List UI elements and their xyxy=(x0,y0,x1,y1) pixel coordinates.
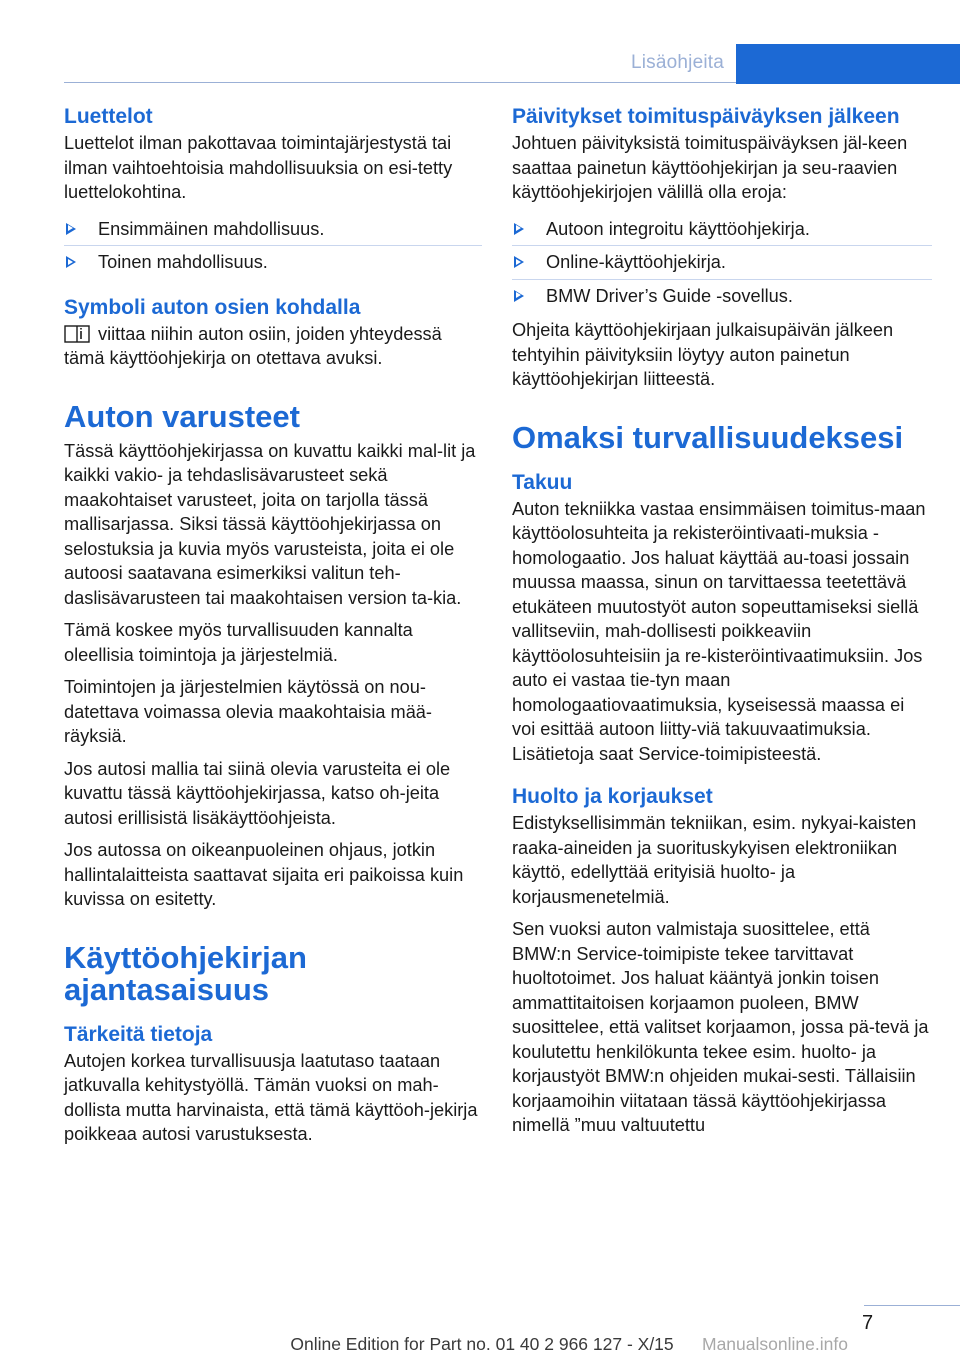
triangle-bullet-icon xyxy=(66,256,76,268)
heading-symboli: Symboli auton osien kohdalla xyxy=(64,295,361,319)
paragraph: viittaa niihin auton osiin, joiden yhteydessä tämä käyttöohjekirja on otettava avuksi. xyxy=(64,323,442,368)
triangle-bullet-icon xyxy=(514,290,524,302)
paragraph: Sen vuoksi auton valmistaja suosittelee, että BMW:n Service-toimipiste tekee tarvittavat huoltotoimet. Jos haluat kääntyä jonkin toisen ammattitaitoisen korjaamon puoleen, BMW suosittelee, että valitset korjaamon, jossa pä-tevä ja koulutettu henkilökunta tekee esim. huolto- ja korjaustyöt BMW:n ohjeiden mukai-sesti. Tällaisiin korjaamoihin viitataan tässä käyttöohjekirjassa nimellä ”muu valtuutettu xyxy=(512,919,929,1135)
list-item: Online-käyttöohjekirja. xyxy=(512,246,932,280)
edition-footer: Online Edition for Part no. 01 40 2 966 127 - X/15 xyxy=(290,1334,674,1354)
title-omaksi-turvallisuudeksesi: Omaksi turvallisuudeksesi xyxy=(512,419,904,455)
paragraph: Edistyksellisimmän tekniikan, esim. nykyai-kaisten raaka-aineiden ja suorituskykyisen elektroniikan käyttö, edellyttää erityisiä huolto- ja korjausmenetelmiä. xyxy=(512,813,917,907)
header-rule xyxy=(64,82,736,83)
list-item: Toinen mahdollisuus. xyxy=(64,246,482,279)
title-ajantasaisuus: Käyttöohjekirjan ajantasaisuus xyxy=(64,939,307,1007)
paragraph: Auton tekniikka vastaa ensimmäisen toimitus-maan käyttöolosuhteita ja rekisteröintivaati-muksia - homologaatio. Jos haluat käyttää au-toasi jossain muussa maassa, sinun on tarvittaessa teetettävä etukäteen muutostyöt auton sopeuttamiseksi siellä vallitseviin, mah-dollisesti poikkeaviin käyttöolosuhteisiin ja re-kisteröintivaatimuksiin. Jos auto ei vastaa tie-tyn maan homologaatiovaatimuksia, kyseisessä maassa ei voi esittää autoon liitty-viä takuuvaatimuksia. Lisätietoja saat Service-toimipisteestä. xyxy=(512,498,926,764)
watermark: Manualsonline.info xyxy=(702,1334,848,1354)
right-column xyxy=(512,104,932,1146)
bullet-list xyxy=(64,213,482,279)
left-column xyxy=(64,104,482,1155)
triangle-bullet-icon xyxy=(66,223,76,235)
heading-luettelot: Luettelot xyxy=(64,105,153,128)
paragraph: Autojen korkea turvallisuusja laatutaso taataan jatkuvalla kehitystyöllä. Tämän vuoksi on mah-dollista mutta harvinaista, että tämä käyttöoh-jekirja poikkeaa autosi varustuksesta. xyxy=(64,1050,478,1144)
footer-rule xyxy=(864,1305,960,1306)
header-bar xyxy=(0,22,960,73)
list-item: BMW Driver’s Guide -sovellus. xyxy=(512,280,932,313)
triangle-bullet-icon xyxy=(514,223,524,235)
paragraph: Jos autosi mallia tai siinä olevia varusteita ei ole kuvattu tässä käyttöohjekirjassa, katso oh-jeita autosi erillisistä lisäkäyttöohjeista. xyxy=(64,758,451,828)
paragraph: Jos autossa on oikeanpuoleinen ohjaus, jotkin hallintalaitteista saattavat sijaita eri paikoissa kuin kuvissa on esitetty. xyxy=(64,840,464,909)
section-title: Lisäohjeita xyxy=(630,52,724,73)
bullet-list xyxy=(512,213,932,313)
heading-tarkeita-tietoja: Tärkeitä tietoja xyxy=(64,1022,213,1046)
title-auton-varusteet: Auton varusteet xyxy=(64,398,300,434)
paragraph: Johtuen päivityksistä toimituspäiväyksen jäl-keen saattaa painetun käyttöohjekirjan ja seu-raavien käyttöohjekirjojen välillä olla eroja: xyxy=(512,133,908,202)
list-item: Autoon integroitu käyttöohjekirja. xyxy=(512,213,932,247)
page-number: 7 xyxy=(862,1312,874,1334)
heading-takuu: Takuu xyxy=(512,470,573,494)
list-item: Ensimmäinen mahdollisuus. xyxy=(64,213,482,247)
paragraph: Toimintojen ja järjestelmien käytössä on nou-datettava voimassa olevia maakohtaisia mää-räyksiä. xyxy=(64,677,432,746)
paragraph: Tämä koskee myös turvallisuuden kannalta oleellisia toimintoja ja järjestelmiä. xyxy=(64,620,413,665)
heading-huolto: Huolto ja korjaukset xyxy=(512,785,713,808)
book-icon xyxy=(64,325,90,343)
paragraph: Tässä käyttöohjekirjassa on kuvattu kaikki mal-lit ja kaikki vakio- ja tehdaslisävarusteet sekä maakohtaiset varusteet, joita on tarjolla tässä mallisarjassa. Siksi tässä käyttöohjekirjassa on selostuksia ja kuvia myös varusteista, joita ei ole autoosi saatavana esimerkiksi valitun teh-daslisävarusteen tai maakohtaisen version ta-kia. xyxy=(64,440,476,608)
paragraph: Ohjeita käyttöohjekirjaan julkaisupäivän jälkeen tehtyihin päivityksiin löytyy auton painetun käyttöohjekirjan liitteestä. xyxy=(512,320,894,389)
triangle-bullet-icon xyxy=(514,256,524,268)
header-accent-block xyxy=(736,44,960,84)
paragraph: Luettelot ilman pakottavaa toimintajärjestystä tai ilman vaihtoehtoisia mahdollisuuksia on esi-tetty luettelokohtina. xyxy=(64,133,453,202)
heading-paivitykset: Päivitykset toimituspäiväyksen jälkeen xyxy=(512,105,900,128)
